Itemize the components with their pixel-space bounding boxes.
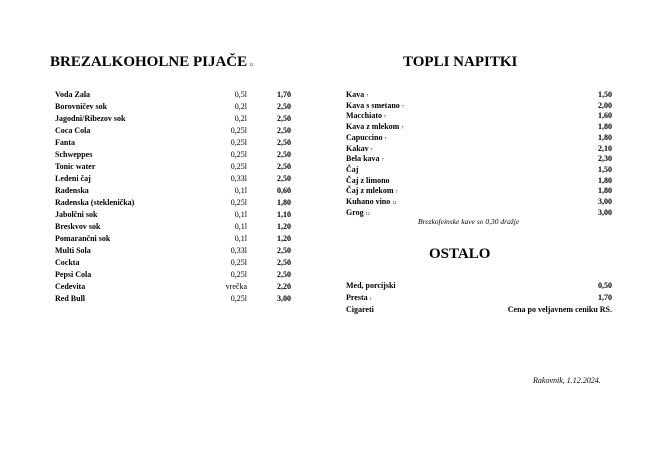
allergen-note: 1: [369, 296, 372, 301]
menu-row: [55, 293, 300, 305]
menu-row: [346, 280, 612, 292]
item-name: [346, 207, 370, 220]
allergen-note: 7: [366, 93, 369, 98]
item-quantity: 0,25l: [230, 198, 247, 207]
item-price: 2,10: [598, 143, 612, 153]
menu-row: [55, 125, 300, 137]
item-quantity: 0,1l: [234, 186, 247, 195]
allergen-note: 7: [384, 135, 387, 141]
item-price: 1,80: [598, 122, 612, 132]
item-name: Red Bull: [55, 294, 86, 303]
allergen-note: 7: [381, 157, 384, 163]
item-name: Cockta: [55, 258, 80, 267]
item-price: 2,50: [277, 114, 291, 123]
item-price: 1,80: [598, 186, 612, 196]
item-name: Voda Zala: [55, 90, 91, 99]
hot-drinks-title: TOPLI NAPITKI: [403, 54, 518, 70]
menu-row: [346, 304, 612, 316]
item-price: 1,70: [598, 293, 612, 302]
other-title: OSTALO: [429, 246, 491, 262]
item-name-text: Presta: [346, 293, 368, 302]
menu-row: [55, 173, 300, 185]
soft-drinks-title-text: BREZALKOHOLNE PIJAČE: [50, 54, 248, 70]
item-price: 2,20: [277, 282, 291, 291]
item-name: Radenska: [55, 186, 89, 195]
item-quantity: vrečka: [225, 282, 247, 291]
item-price: 3,00: [598, 197, 612, 206]
item-name: Pomarančni sok: [55, 234, 111, 243]
soft-drinks-list: [55, 89, 300, 305]
menu-row: [55, 209, 300, 221]
item-name-text: Kuhano vino: [346, 197, 391, 206]
allergen-note: 7: [401, 125, 404, 131]
item-name-text: Kava s smetano: [346, 100, 400, 110]
item-quantity: 0,25l: [230, 150, 247, 159]
item-price: 2,50: [277, 138, 291, 147]
allergen-note: 7: [395, 189, 398, 195]
allergen-note: 12: [392, 200, 397, 205]
item-name: Radenska (steklenička): [55, 198, 135, 207]
item-price: Cena po veljavnem ceniku RS.: [507, 305, 612, 314]
item-price: 1,50: [598, 164, 612, 174]
item-price: 0,60: [277, 186, 291, 195]
allergen-note: 7: [401, 103, 404, 109]
item-price: 2,30: [598, 154, 612, 164]
item-name: Jabolčni sok: [55, 210, 98, 219]
item-price: 0,50: [598, 281, 612, 290]
item-name: Jagodni/Ribezov sok: [55, 114, 126, 123]
item-quantity: 0,5l: [234, 90, 247, 99]
item-name-text: Bela kava: [346, 154, 380, 164]
item-price: 2,50: [277, 270, 291, 279]
item-name: Breskvov sok: [55, 222, 101, 231]
item-price: 2,50: [277, 102, 291, 111]
menu-row: [55, 245, 300, 257]
item-name-text: Macchiato: [346, 111, 382, 121]
item-price: 1,20: [277, 234, 291, 243]
menu-row: [55, 101, 300, 113]
menu-row: [55, 197, 300, 209]
item-quantity: 0,2l: [234, 114, 247, 123]
item-price: 1,50: [598, 90, 612, 99]
item-price: 1,70: [277, 90, 291, 99]
date-line: Rakovnik, 1.12.2024.: [533, 376, 601, 385]
item-price: 1,20: [277, 222, 291, 231]
item-quantity: 0,25l: [230, 294, 247, 303]
menu-row: [55, 281, 300, 293]
item-quantity: 0,25l: [230, 258, 247, 267]
item-name-text: Kava: [346, 90, 365, 99]
item-price: 2,50: [277, 162, 291, 171]
menu-row: [55, 269, 300, 281]
soft-drinks-title: [50, 54, 253, 71]
other-list: [346, 280, 612, 316]
item-quantity: 0,1l: [234, 222, 247, 231]
item-price: 2,50: [277, 126, 291, 135]
menu-row: [55, 113, 300, 125]
item-price: 1,80: [598, 175, 612, 185]
menu-row: [55, 149, 300, 161]
item-price: 2,50: [277, 258, 291, 267]
item-name: Cedevita: [55, 282, 86, 291]
item-quantity: 0,25l: [230, 270, 247, 279]
menu-row: [55, 257, 300, 269]
item-quantity: 0,33l: [230, 246, 247, 255]
hot-drinks-list: [346, 89, 612, 233]
item-name: Pepsi Cola: [55, 270, 92, 279]
item-quantity: 0,25l: [230, 138, 247, 147]
item-quantity: 0,25l: [230, 162, 247, 171]
item-name-text: Kava z mlekom: [346, 122, 400, 132]
allergen-note: 7: [370, 146, 373, 152]
item-name: [346, 304, 374, 316]
item-price: 1,60: [598, 111, 612, 121]
decaf-footnote: Brezkofeinske kave so 0,30 dražje: [418, 217, 520, 226]
menu-row: [55, 161, 300, 173]
allergen-note: 12: [365, 210, 370, 216]
allergen-note: 12: [249, 62, 254, 67]
allergen-note: 7: [384, 114, 386, 120]
item-price: 1,10: [277, 210, 291, 219]
item-name: Schweppes: [55, 150, 93, 159]
item-name-text: Cigareti: [346, 305, 374, 314]
item-quantity: 0,1l: [234, 234, 247, 243]
item-name: Coca Cola: [55, 126, 91, 135]
item-name: Tonic water: [55, 162, 96, 171]
item-name-text: Capuccino: [346, 132, 383, 142]
item-price: 2,00: [598, 100, 612, 110]
item-name: [346, 280, 396, 292]
menu-row: [55, 137, 300, 149]
item-name: Multi Sola: [55, 246, 91, 255]
item-name: Fanta: [55, 138, 75, 147]
item-name: Ledeni čaj: [55, 174, 91, 183]
item-name-text: Med, porcijski: [346, 281, 396, 290]
item-name-text: Čaj z mlekom: [346, 186, 394, 196]
item-price: 1,80: [598, 132, 612, 142]
item-price: 2,50: [277, 174, 291, 183]
menu-row: [55, 185, 300, 197]
item-quantity: 0,25l: [230, 126, 247, 135]
item-price: 3,00: [598, 207, 612, 217]
item-price: 1,80: [277, 198, 291, 207]
item-price: 3,00: [277, 294, 291, 303]
menu-row: [55, 221, 300, 233]
menu-row: [55, 233, 300, 245]
item-price: 2,50: [277, 246, 291, 255]
item-name-text: Kakav: [346, 143, 369, 153]
item-price: 2,50: [277, 150, 291, 159]
item-name-text: Čaj z limono: [346, 175, 390, 185]
item-quantity: 0,1l: [234, 210, 247, 219]
item-quantity: 0,2l: [234, 102, 247, 111]
item-name-text: Grog: [346, 207, 364, 217]
menu-row: [346, 292, 612, 304]
item-name: Borovničev sok: [55, 102, 108, 111]
menu-row: [55, 89, 300, 101]
item-quantity: 0,33l: [230, 174, 247, 183]
item-name-text: Čaj: [346, 164, 359, 174]
